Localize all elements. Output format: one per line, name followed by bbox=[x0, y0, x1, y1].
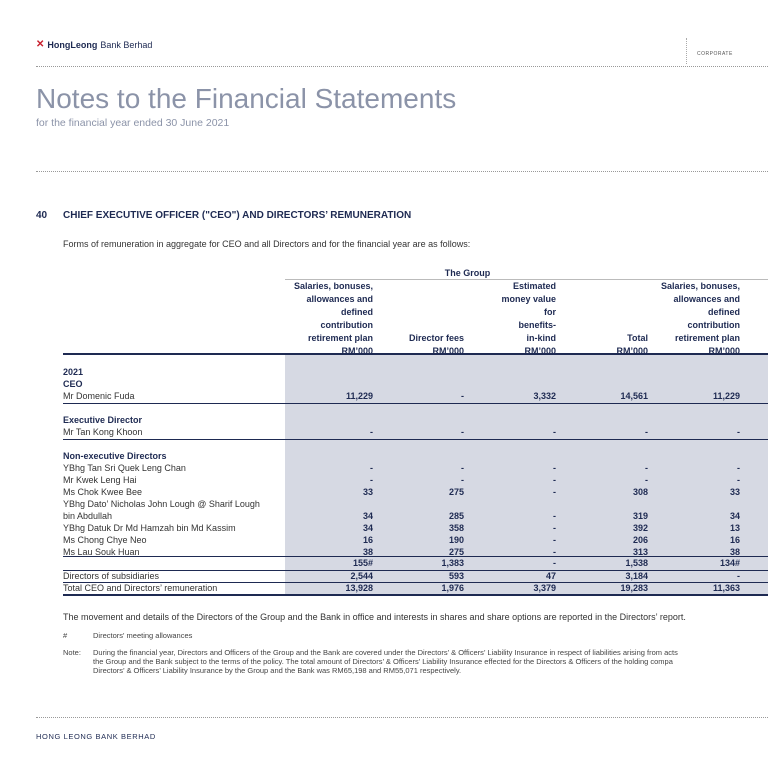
table-row-label: YBhg Tan Sri Quek Leng Chan bbox=[63, 463, 186, 473]
column-header-line: contribution bbox=[687, 320, 740, 330]
header-divider bbox=[686, 38, 687, 64]
table-cell: 313 bbox=[632, 547, 648, 557]
column-header-line: defined bbox=[340, 307, 373, 317]
table-cell: 16 bbox=[729, 535, 740, 545]
table-cell: - bbox=[461, 391, 464, 401]
after-table-text: The movement and details of the Directors of the Group and the Bank in office and interests in shares and share options are reported in the Directors’ report. bbox=[63, 612, 686, 622]
table-cell: 38 bbox=[729, 547, 740, 557]
column-header-line: for bbox=[544, 307, 556, 317]
table-cell: 392 bbox=[632, 523, 648, 533]
table-cell: 275 bbox=[448, 487, 464, 497]
column-header-line: defined bbox=[707, 307, 740, 317]
column-header-line: in-kind bbox=[526, 333, 556, 343]
column-header-line: retirement plan bbox=[307, 333, 373, 343]
table-cell: - bbox=[645, 427, 648, 437]
table-cell: 34 bbox=[362, 523, 373, 533]
column-header-3 bbox=[501, 280, 556, 358]
page-title: Notes to the Financial Statements bbox=[36, 83, 457, 114]
table-cell: 593 bbox=[448, 571, 464, 581]
table-cell: 16 bbox=[362, 535, 373, 545]
year-label: 2021 bbox=[63, 367, 84, 377]
table-cell: - bbox=[737, 427, 740, 437]
column-header-line: RM’000 bbox=[432, 346, 464, 356]
table-cell: 34 bbox=[729, 511, 740, 521]
table-cell: - bbox=[553, 487, 556, 497]
row-rule bbox=[63, 570, 768, 571]
table-cell: 47 bbox=[545, 571, 556, 581]
table-cell: - bbox=[645, 463, 648, 473]
table-cell: 11,363 bbox=[712, 583, 740, 593]
table-cell: 3,184 bbox=[625, 571, 648, 581]
table-cell: - bbox=[370, 427, 373, 437]
column-header-line: money value bbox=[501, 294, 556, 304]
table-row-label: Mr Tan Kong Khoon bbox=[63, 427, 143, 437]
table-cell: - bbox=[553, 463, 556, 473]
brand-name: HongLeong bbox=[47, 39, 98, 50]
column-header-line: contribution bbox=[320, 320, 373, 330]
table-cell: 11,229 bbox=[345, 391, 373, 401]
column-header-line: Estimated bbox=[512, 281, 556, 291]
table-row-label: bin Abdullah bbox=[63, 511, 113, 521]
table-cell: 285 bbox=[448, 511, 464, 521]
table-cell: 14,561 bbox=[620, 391, 648, 401]
ceo-heading: CEO bbox=[63, 379, 83, 389]
table-cell: - bbox=[461, 475, 464, 485]
column-header-line: allowances and bbox=[673, 294, 740, 304]
footer-text: HONG LEONG BANK BERHAD bbox=[36, 732, 156, 741]
table-cell: 358 bbox=[448, 523, 464, 533]
table-cell: - bbox=[645, 475, 648, 485]
table-row-label: Ms Lau Souk Huan bbox=[63, 547, 140, 557]
hongleong-logo-icon: ✕ bbox=[36, 39, 45, 50]
column-header-line: RM’000 bbox=[708, 346, 740, 356]
column-header-line: Salaries, bonuses, bbox=[660, 281, 740, 291]
nonexec-heading: Non-executive Directors bbox=[63, 451, 167, 461]
table-cell: 1,538 bbox=[625, 558, 648, 568]
column-header-line: RM’000 bbox=[341, 346, 373, 356]
column-header-1 bbox=[294, 280, 373, 358]
table-cell: 275 bbox=[448, 547, 464, 557]
page-subtitle: for the financial year ended 30 June 2021 bbox=[36, 117, 230, 129]
group-header: The Group bbox=[444, 268, 491, 278]
exec-heading: Executive Director bbox=[63, 415, 143, 425]
row-rule bbox=[63, 439, 768, 440]
column-header-line: retirement plan bbox=[674, 333, 740, 343]
table-cell: 11,229 bbox=[712, 391, 740, 401]
table-row-label: Mr Kwek Leng Hai bbox=[63, 475, 137, 485]
column-header-5 bbox=[661, 280, 740, 358]
table-cell: 206 bbox=[632, 535, 648, 545]
column-header-line: Salaries, bonuses, bbox=[293, 281, 373, 291]
bank-logo bbox=[36, 39, 152, 50]
table-cell: 155# bbox=[352, 558, 373, 568]
section-title: CHIEF EXECUTIVE OFFICER ("CEO") AND DIRECTORS’ REMUNERATION bbox=[63, 210, 412, 221]
table-cell: 3,332 bbox=[533, 391, 556, 401]
bank-name: Bank Berhad bbox=[100, 39, 153, 50]
table-cell: 319 bbox=[632, 511, 648, 521]
table-cell: 308 bbox=[632, 487, 648, 497]
table-cell: - bbox=[737, 571, 740, 581]
column-header-line: RM’000 bbox=[524, 346, 556, 356]
section-number: 40 bbox=[36, 210, 48, 221]
column-header-line: Total bbox=[627, 333, 648, 343]
section-intro: Forms of remuneration in aggregate for CEO and all Directors and for the financial year are as follows: bbox=[63, 239, 471, 249]
table-cell: 34 bbox=[362, 511, 373, 521]
table-row-label: Mr Domenic Fuda bbox=[63, 391, 135, 401]
table-cell: 1,383 bbox=[441, 558, 464, 568]
column-header-line: allowances and bbox=[306, 294, 373, 304]
table-cell: 13 bbox=[729, 523, 740, 533]
table-cell: - bbox=[737, 475, 740, 485]
subtotal-rule bbox=[63, 556, 768, 557]
total-bottom-rule bbox=[63, 594, 768, 596]
note-line-3: Directors’ & Officers’ Liability Insurance by the Group and the Bank was RM65,198 and RM55,071 respectively. bbox=[93, 666, 462, 675]
table-cell: - bbox=[553, 511, 556, 521]
table-row-label: YBhg Datuk Dr Md Hamzah bin Md Kassim bbox=[63, 523, 236, 533]
table-cell: - bbox=[461, 463, 464, 473]
note-label: Note: bbox=[63, 648, 81, 657]
table-cell: - bbox=[461, 427, 464, 437]
table-cell: - bbox=[737, 463, 740, 473]
table-cell: 19,283 bbox=[620, 583, 648, 593]
table-cell: - bbox=[370, 475, 373, 485]
table-cell: 190 bbox=[448, 535, 464, 545]
table-cell: - bbox=[553, 523, 556, 533]
column-header-line: Director fees bbox=[408, 333, 464, 343]
column-header-line: benefits- bbox=[518, 320, 556, 330]
title-rule bbox=[36, 171, 768, 172]
footnote-hash-symbol: # bbox=[63, 631, 68, 640]
table-cell: - bbox=[553, 558, 556, 568]
table-cell: 2,544 bbox=[350, 571, 373, 581]
header-bottom-rule bbox=[63, 353, 768, 355]
table-row-label: Ms Chok Kwee Bee bbox=[63, 487, 143, 497]
table-cell: 33 bbox=[362, 487, 373, 497]
table-cell: 3,379 bbox=[533, 583, 556, 593]
footnote-hash-text: Directors' meeting allowances bbox=[93, 631, 193, 640]
note-line-1: During the financial year, Directors and Officers of the Group and the Bank are covered under the Directors’ & Officers’ Liability Insurance in respect of liabilities arising from acts bbox=[93, 648, 678, 657]
row-rule bbox=[63, 403, 768, 404]
table-row-label: Directors of subsidiaries bbox=[63, 571, 160, 581]
table-cell: 1,976 bbox=[441, 583, 464, 593]
table-row-label: YBhg Dato’ Nicholas John Lough @ Sharif Lough bbox=[63, 499, 260, 509]
table-cell: - bbox=[553, 535, 556, 545]
note-line-2: the Group and the Bank subject to the terms of the policy. The total amount of Directors’ & Officers’ Liability Insurance effected for the Directors & Officers of the holding compa bbox=[93, 657, 673, 666]
table-cell: 134# bbox=[719, 558, 740, 568]
table-cell: 38 bbox=[362, 547, 373, 557]
table-cell: - bbox=[553, 427, 556, 437]
column-header-line: RM’000 bbox=[616, 346, 648, 356]
section-tag: CORPORATE bbox=[697, 51, 733, 57]
table-cell: - bbox=[553, 547, 556, 557]
table-row-label: Ms Chong Chye Neo bbox=[63, 535, 147, 545]
header-rule bbox=[36, 66, 768, 67]
table-cell: 13,928 bbox=[345, 583, 373, 593]
table-cell: - bbox=[370, 463, 373, 473]
footer-rule bbox=[36, 717, 768, 718]
table-cell: 33 bbox=[729, 487, 740, 497]
total-row-label: Total CEO and Directors’ remuneration bbox=[63, 583, 218, 593]
table-cell: - bbox=[553, 475, 556, 485]
